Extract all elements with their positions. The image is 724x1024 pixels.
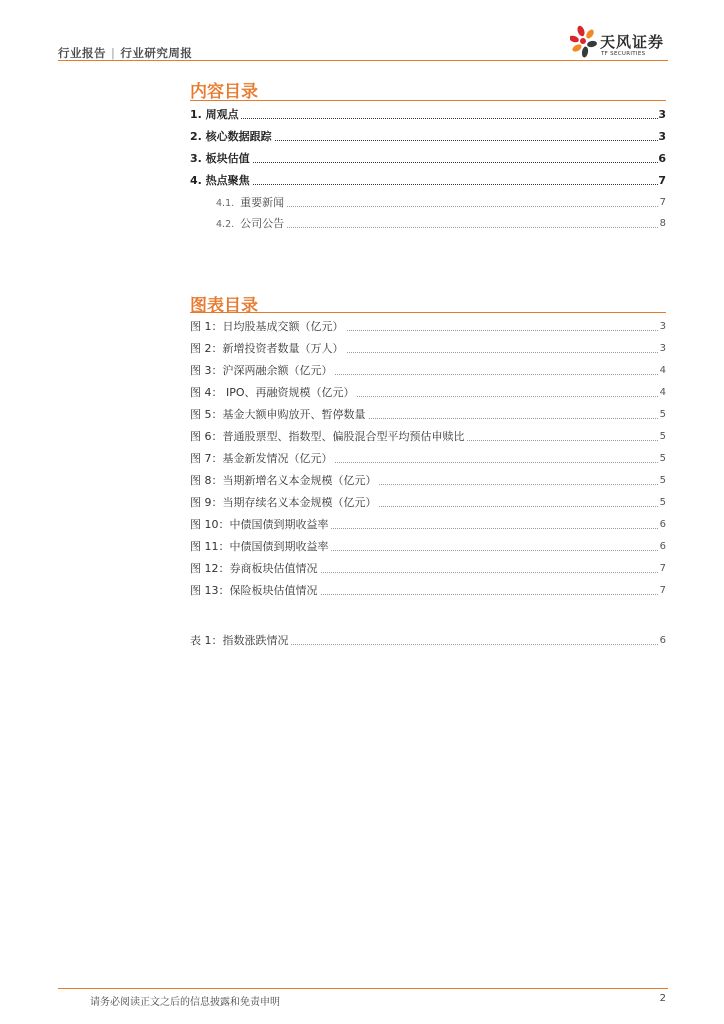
figure-entry-page: 6 <box>658 517 666 533</box>
contents-title: 内容目录 <box>190 82 258 102</box>
figure-entry-label: 图 4： IPO、再融资规模（亿元） <box>190 386 355 399</box>
toc-entry-page: 3 <box>658 130 666 143</box>
header-divider <box>58 60 668 61</box>
figure-entry[interactable] <box>0 319 724 335</box>
figure-entry-page: 6 <box>658 539 666 555</box>
figure-entry[interactable] <box>0 451 724 467</box>
toc-entry[interactable] <box>0 151 724 167</box>
figure-entry-page: 5 <box>658 495 666 511</box>
contents-title-divider <box>190 100 666 101</box>
toc-subentry-number: 4.1. <box>216 198 235 209</box>
figure-entry[interactable] <box>0 561 724 577</box>
toc-entry[interactable] <box>0 173 724 189</box>
figure-entry-label: 图 9：当期存续名义本金规模（亿元） <box>190 496 377 509</box>
figure-entry-label: 图 3：沪深两融余额（亿元） <box>190 364 333 377</box>
figure-entry-label: 图 13：保险板块估值情况 <box>190 584 318 597</box>
toc-entry-label: 3. 板块估值 <box>190 152 250 165</box>
toc-entry-label: 4. 热点聚焦 <box>190 174 250 187</box>
report-category: 行业报告 <box>58 46 106 60</box>
figure-entry-label: 图 8：当期新增名义本金规模（亿元） <box>190 474 377 487</box>
figure-entry-page: 3 <box>658 341 666 357</box>
toc-subentry-label <box>216 195 286 212</box>
figure-entry-label: 图 11：中债国债到期收益率 <box>190 540 329 553</box>
toc-entry-page: 7 <box>658 174 666 187</box>
toc-entry-page: 3 <box>658 108 666 121</box>
toc-subentry-number: 4.2. <box>216 219 235 230</box>
figure-entry-page: 4 <box>658 385 666 401</box>
toc-entry-label: 2. 核心数据跟踪 <box>190 130 272 143</box>
figure-entry[interactable] <box>0 495 724 511</box>
logo-english-name: TF SECURITIES <box>601 51 646 57</box>
toc-entry-page: 6 <box>658 152 666 165</box>
footer-disclaimer: 请务必阅读正文之后的信息披露和免责申明 <box>90 997 280 1008</box>
figure-entry-label: 图 5：基金大额申购放开、暂停数量 <box>190 408 366 421</box>
figure-entry-page: 5 <box>658 473 666 489</box>
table-entry-label: 表 1：指数涨跌情况 <box>190 634 289 647</box>
figures-title-divider <box>190 312 666 313</box>
table-entry[interactable] <box>0 633 724 649</box>
figure-entry-label: 图 2：新增投资者数量（万人） <box>190 342 344 355</box>
figure-entry-label: 图 7：基金新发情况（亿元） <box>190 452 333 465</box>
toc-entry[interactable] <box>0 107 724 123</box>
figure-entry[interactable] <box>0 363 724 379</box>
toc-subentry-text: 重要新闻 <box>240 196 285 209</box>
figure-entry-label: 图 12：券商板块估值情况 <box>190 562 318 575</box>
page-number: 2 <box>659 993 666 1004</box>
figure-entry-label: 图 1：日均股基成交额（亿元） <box>190 320 344 333</box>
footer-divider <box>58 988 668 989</box>
figure-entry-page: 5 <box>658 407 666 423</box>
toc-entry-label: 1. 周观点 <box>190 108 239 121</box>
figure-entry-page: 7 <box>658 561 666 577</box>
toc-subentry-page: 7 <box>658 195 666 211</box>
figure-entry-page: 3 <box>658 319 666 335</box>
toc-subentry-page: 8 <box>658 216 666 232</box>
figures-title: 图表目录 <box>190 296 258 316</box>
figure-entry-page: 5 <box>658 429 666 445</box>
flower-logo-icon <box>570 22 600 62</box>
logo-chinese-name: 天风证券 <box>600 33 665 51</box>
toc-subentry-text: 公司公告 <box>240 217 285 230</box>
figure-entry-label: 图 6：普通股票型、指数型、偏股混合型平均预估申赎比 <box>190 430 465 443</box>
report-header-label <box>58 45 192 61</box>
toc-entry[interactable] <box>0 129 724 145</box>
table-entry-page: 6 <box>658 633 666 649</box>
figure-entry[interactable] <box>0 341 724 357</box>
figure-entry[interactable] <box>0 385 724 401</box>
report-type: 行业研究周报 <box>120 46 193 60</box>
toc-subentry[interactable] <box>0 195 724 211</box>
figure-entry-page: 4 <box>658 363 666 379</box>
figure-entry[interactable] <box>0 429 724 445</box>
figure-entry[interactable] <box>0 517 724 533</box>
figure-entry-label: 图 10：中债国债到期收益率 <box>190 518 329 531</box>
company-logo <box>570 22 670 62</box>
figure-entry[interactable] <box>0 407 724 423</box>
figure-entry-page: 5 <box>658 451 666 467</box>
figure-entry[interactable] <box>0 583 724 599</box>
figure-entry-page: 7 <box>658 583 666 599</box>
figure-entry[interactable] <box>0 473 724 489</box>
figure-entry[interactable] <box>0 539 724 555</box>
header-separator: | <box>111 46 116 60</box>
toc-subentry[interactable] <box>0 216 724 232</box>
toc-subentry-label <box>216 216 286 233</box>
